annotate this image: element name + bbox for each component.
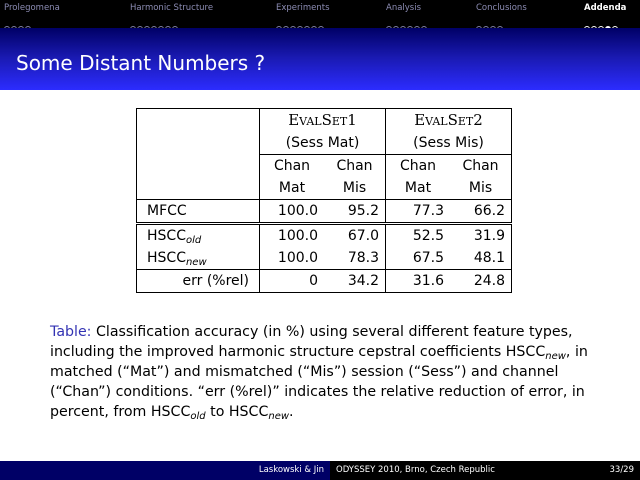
row-label-hscc-old: $HSCC_{old}$ bbox=[137, 224, 260, 248]
nav-dots-addenda[interactable] bbox=[584, 17, 619, 24]
row-label-err: err (%rel) bbox=[137, 270, 260, 293]
nav-dots-conclusions[interactable] bbox=[476, 17, 504, 24]
table-cell: 48.1 bbox=[450, 247, 512, 270]
header-chan: Chan bbox=[399, 158, 437, 174]
header-sess-mat: (Sess Mat) bbox=[260, 132, 386, 155]
header-evalset1: EvalSet1 bbox=[260, 109, 386, 133]
row-label-mfcc: MFCC bbox=[137, 200, 260, 224]
table-cell: 24.8 bbox=[450, 270, 512, 293]
nav-section-analysis[interactable]: Analysis bbox=[386, 3, 422, 13]
table-cell: 95.2 bbox=[324, 200, 386, 224]
table-cell: 78.3 bbox=[324, 247, 386, 270]
footer-bar bbox=[0, 461, 640, 480]
table-cell: 67.5 bbox=[386, 247, 451, 270]
nav-dots-prolegomena[interactable] bbox=[4, 17, 32, 24]
header-chan: Chan bbox=[450, 155, 512, 178]
header-mat: Mat bbox=[260, 177, 325, 200]
header-sess-mis: (Sess Mis) bbox=[386, 132, 512, 155]
nav-section-harmonic-structure[interactable]: Harmonic Structure bbox=[130, 3, 214, 13]
slide-title: Some Distant Numbers ? bbox=[16, 51, 266, 75]
navigation-bar bbox=[0, 0, 640, 28]
table-cell: 100.0 bbox=[260, 247, 325, 270]
table-row-hscc-new bbox=[137, 247, 512, 270]
nav-dots-analysis[interactable] bbox=[386, 17, 428, 24]
table-cell: 67.0 bbox=[324, 224, 386, 248]
table-caption: Table: Classification accuracy (in %) using several different feature types, including the improved harmonic structure cepstral coefficients $HSCC_{new}$, in matched (“Mat”) and mismatched (“Mis”) session (“Sess”) and channel (“Chan”) conditions. “err (%rel)” indicates the relative reduction of error, in percent, from $HSCC_{old}$ to $HSCC_{new}$. bbox=[50, 324, 588, 422]
footer-authors: Laskowski & Jin bbox=[0, 461, 330, 480]
footer-conference: ODYSSEY 2010, Brno, Czech Republic bbox=[330, 461, 640, 480]
table-header-row bbox=[137, 132, 512, 155]
table-row-err bbox=[137, 270, 512, 293]
results-table bbox=[136, 108, 512, 293]
table-row-hscc-old bbox=[137, 224, 512, 248]
header-mis: Mis bbox=[324, 177, 386, 200]
header-evalset2: EvalSet2 bbox=[386, 109, 512, 133]
nav-dots-harmonic-structure[interactable] bbox=[130, 17, 179, 24]
table-cell: 31.6 bbox=[386, 270, 451, 293]
table-cell: 100.0 bbox=[277, 228, 318, 244]
table-cell: 52.5 bbox=[412, 228, 444, 244]
table-cell: 0 bbox=[260, 270, 325, 293]
nav-dots-experiments[interactable] bbox=[276, 17, 325, 24]
table-header-row bbox=[137, 155, 512, 178]
table-corner-cell bbox=[137, 109, 260, 133]
header-chan: Chan bbox=[273, 158, 311, 174]
header-mis: Mis bbox=[450, 177, 512, 200]
row-label-hscc-new: $HSCC_{new}$ bbox=[137, 247, 260, 270]
header-chan: Chan bbox=[324, 155, 386, 178]
nav-section-addenda[interactable]: Addenda bbox=[584, 3, 627, 13]
table-header-row bbox=[137, 177, 512, 200]
caption-tag: Table: bbox=[50, 324, 92, 340]
table-cell: 66.2 bbox=[450, 200, 512, 224]
table-header-row bbox=[137, 109, 512, 133]
table-cell: 100.0 bbox=[260, 200, 325, 224]
nav-section-prolegomena[interactable]: Prolegomena bbox=[4, 3, 60, 13]
table-cell: 31.9 bbox=[450, 224, 512, 248]
header-mat: Mat bbox=[386, 177, 451, 200]
page-number: 33/29 bbox=[609, 465, 634, 475]
table-cell: 77.3 bbox=[386, 200, 451, 224]
nav-section-conclusions[interactable]: Conclusions bbox=[476, 3, 527, 13]
table-cell: 34.2 bbox=[324, 270, 386, 293]
nav-section-experiments[interactable]: Experiments bbox=[276, 3, 330, 13]
table-row-mfcc bbox=[137, 200, 512, 224]
